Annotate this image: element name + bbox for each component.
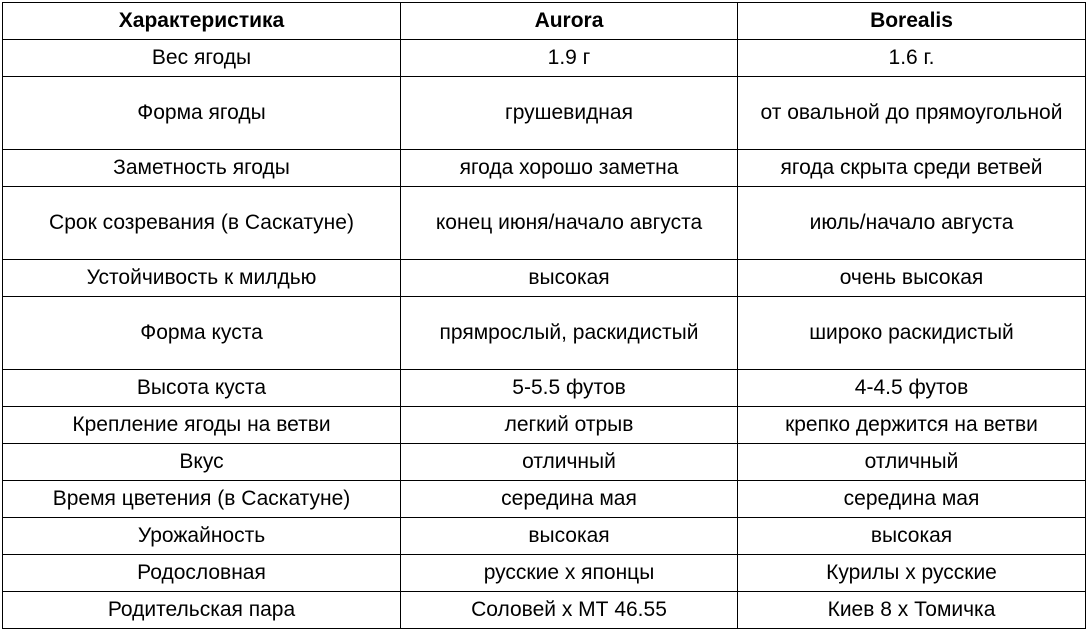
aurora-cell: высокая [401, 518, 738, 555]
aurora-cell: Соловей х МТ 46.55 [401, 592, 738, 629]
row-label: Время цветения (в Саскатуне) [3, 481, 401, 518]
aurora-cell: отличный [401, 444, 738, 481]
row-label: Урожайность [3, 518, 401, 555]
table-row [3, 518, 1086, 555]
aurora-cell: легкий отрыв [401, 407, 738, 444]
table-row [3, 150, 1086, 187]
row-label: Родословная [3, 555, 401, 592]
borealis-cell: высокая [738, 518, 1086, 555]
header-aurora: Aurora [401, 3, 738, 40]
row-label: Родительская пара [3, 592, 401, 629]
aurora-cell: ягода хорошо заметна [401, 150, 738, 187]
table-row [3, 77, 1086, 150]
row-label: Форма ягоды [3, 77, 401, 150]
borealis-cell: Курилы х русские [738, 555, 1086, 592]
borealis-cell: Киев 8 х Томичка [738, 592, 1086, 629]
borealis-cell: середина мая [738, 481, 1086, 518]
table-row [3, 187, 1086, 260]
aurora-cell: высокая [401, 260, 738, 297]
aurora-cell: 1.9 г [401, 40, 738, 77]
row-label: Крепление ягоды на ветви [3, 407, 401, 444]
row-label: Заметность ягоды [3, 150, 401, 187]
aurora-cell: конец июня/начало августа [401, 187, 738, 260]
table-row [3, 297, 1086, 370]
borealis-cell: 1.6 г. [738, 40, 1086, 77]
row-label: Срок созревания (в Саскатуне) [3, 187, 401, 260]
comparison-table [2, 2, 1086, 629]
row-label: Форма куста [3, 297, 401, 370]
table-row [3, 444, 1086, 481]
table-row [3, 260, 1086, 297]
borealis-cell: очень высокая [738, 260, 1086, 297]
aurora-cell: прямрослый, раскидистый [401, 297, 738, 370]
table-row [3, 407, 1086, 444]
table-row [3, 481, 1086, 518]
borealis-cell: от овальной до прямоугольной [738, 77, 1086, 150]
table-row [3, 555, 1086, 592]
borealis-cell: крепко держится на ветви [738, 407, 1086, 444]
row-label: Высота куста [3, 370, 401, 407]
header-characteristic: Характеристика [3, 3, 401, 40]
aurora-cell: русские х японцы [401, 555, 738, 592]
row-label: Вкус [3, 444, 401, 481]
header-row [3, 3, 1086, 40]
aurora-cell: 5-5.5 футов [401, 370, 738, 407]
aurora-cell: грушевидная [401, 77, 738, 150]
table-row [3, 370, 1086, 407]
row-label: Вес ягоды [3, 40, 401, 77]
header-borealis: Borealis [738, 3, 1086, 40]
borealis-cell: июль/начало августа [738, 187, 1086, 260]
table-row [3, 40, 1086, 77]
borealis-cell: ягода скрыта среди ветвей [738, 150, 1086, 187]
borealis-cell: широко раскидистый [738, 297, 1086, 370]
borealis-cell: отличный [738, 444, 1086, 481]
row-label: Устойчивость к милдью [3, 260, 401, 297]
table-row [3, 592, 1086, 629]
aurora-cell: середина мая [401, 481, 738, 518]
borealis-cell: 4-4.5 футов [738, 370, 1086, 407]
